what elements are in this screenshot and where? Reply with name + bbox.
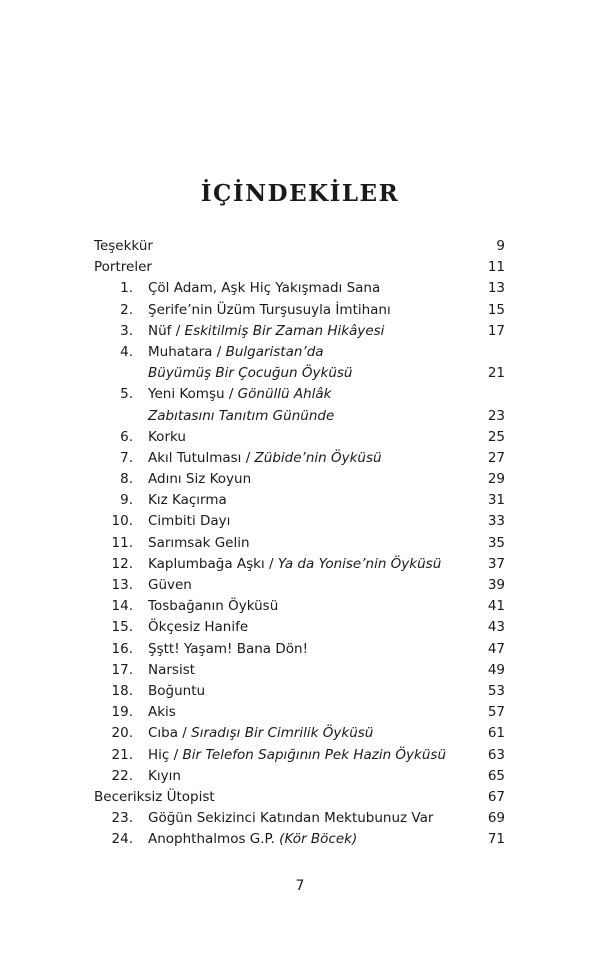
toc-entry-title-text: Adını Siz Koyun: [148, 471, 252, 488]
toc-entry: [0, 660, 600, 681]
toc-entry-page: 15: [487, 301, 505, 318]
toc-entry: [0, 808, 600, 829]
toc-entry-title: [148, 829, 357, 850]
toc-entry-page: 67: [487, 788, 505, 805]
toc-entry-title-text: Boğuntu: [148, 682, 206, 699]
toc-entry-title-text: Beceriksiz Ütopist: [94, 788, 215, 805]
toc-entry: [0, 554, 600, 575]
toc-entry-title-text: Akis: [148, 704, 176, 721]
toc-entry-title-text: Kaplumbağa Aşkı /: [148, 555, 278, 572]
toc-entry-number: 8.: [120, 471, 133, 488]
toc-entry-title: [148, 363, 352, 384]
toc-entry: [0, 766, 600, 787]
toc-entry-title: [148, 766, 181, 787]
toc-entry-title: [148, 681, 205, 702]
toc-entry-number: 12.: [111, 555, 133, 572]
toc-entry-page: 65: [487, 767, 505, 784]
toc-entry: [0, 321, 600, 342]
toc-entry-page: 21: [487, 365, 505, 382]
toc-entry-title: [148, 660, 195, 681]
toc-entry-number: 5.: [120, 386, 133, 403]
toc-entry-page: 17: [487, 322, 505, 339]
toc-entry-number: 14.: [111, 598, 133, 615]
toc-entry-subtitle: Bir Telefon Sapığının Pek Hazin Öyküsü: [182, 746, 447, 763]
toc-entry-title: [148, 278, 380, 299]
toc-entry-title: [148, 448, 382, 469]
toc-entry: [0, 490, 600, 511]
toc-entry-title-text: Yeni Komşu /: [148, 386, 238, 403]
toc-entry-title-text: Anophthalmos G.P.: [148, 831, 280, 848]
toc-entry-title: [148, 300, 391, 321]
toc-entry-title: [148, 490, 227, 511]
toc-entry-title-text: Akıl Tutulması /: [148, 449, 255, 466]
toc-entry-page: 47: [487, 640, 505, 657]
toc-entry: [0, 575, 600, 596]
toc-entry-number: 7.: [120, 449, 133, 466]
toc-entry-title-text: Cıba /: [148, 725, 192, 742]
toc-entry-title-text: Muhatara /: [148, 343, 226, 360]
toc-entry: [0, 342, 600, 363]
toc-entry-title: [148, 702, 176, 723]
toc-entry: [0, 384, 600, 405]
toc-entry: [0, 723, 600, 744]
toc-entry-subtitle: Gönüllü Ahlâk: [237, 386, 332, 403]
toc-entry-title: [148, 384, 332, 405]
toc-entry-number: 19.: [111, 704, 133, 721]
toc-entry-page: 23: [487, 407, 505, 424]
toc-entry-number: 2.: [120, 301, 133, 318]
toc-entry-page: 33: [487, 513, 505, 530]
toc-entry-page: 43: [487, 619, 505, 636]
toc-entry-page: 13: [487, 280, 505, 297]
toc-entry-page: 31: [487, 492, 505, 509]
toc-entry: [0, 617, 600, 638]
toc-entry-title: [94, 787, 215, 808]
toc-entry-number: 4.: [120, 343, 133, 360]
page-title: İÇİNDEKİLER: [200, 180, 400, 208]
toc-entry-title-text: Nüf /: [148, 322, 185, 339]
toc-entry-number: 17.: [111, 661, 133, 678]
toc-entry-subtitle: (Kör Böcek): [279, 831, 358, 848]
toc-entry: [0, 427, 600, 448]
toc-entry-page: 71: [487, 831, 505, 848]
toc-entry-title-text: Göğün Sekizinci Katından Mektubunuz Var: [148, 810, 434, 827]
table-of-contents: [0, 236, 600, 850]
toc-entry: [0, 469, 600, 490]
toc-entry-title-text: Kıyın: [148, 767, 181, 784]
toc-entry: [0, 533, 600, 554]
toc-entry-page: 41: [487, 598, 505, 615]
toc-entry: [0, 745, 600, 766]
toc-entry-number: 6.: [120, 428, 133, 445]
toc-entry-title: [148, 808, 433, 829]
toc-entry-page: 37: [487, 555, 505, 572]
toc-entry: [0, 363, 600, 384]
toc-entry: [0, 511, 600, 532]
toc-entry-title-text: Cimbiti Dayı: [148, 513, 231, 530]
toc-entry-title: [148, 511, 230, 532]
toc-entry: [0, 681, 600, 702]
toc-entry-number: 15.: [111, 619, 133, 636]
toc-entry-title-text: Ökçesiz Hanife: [148, 619, 249, 636]
toc-entry-subtitle: Zübide’nin Öyküsü: [254, 449, 382, 466]
toc-entry-number: 3.: [120, 322, 133, 339]
toc-entry-title: [148, 745, 446, 766]
toc-entry-title: [148, 342, 324, 363]
toc-entry-title-text: Teşekkür: [94, 238, 153, 254]
toc-entry: [0, 300, 600, 321]
toc-entry-subtitle: Bulgaristan’da: [225, 343, 324, 360]
toc-entry-number: 22.: [111, 767, 133, 784]
toc-entry-title: [148, 575, 192, 596]
toc-entry-page: 69: [487, 810, 505, 827]
toc-entry: [0, 406, 600, 427]
toc-entry-page: 29: [487, 471, 505, 488]
toc-entry-title: [148, 617, 248, 638]
toc-entry-title: [148, 596, 278, 617]
toc-entry-page: 49: [487, 661, 505, 678]
toc-entry-title-text: Tosbağanın Öyküsü: [148, 598, 279, 615]
toc-entry-title-text: Güven: [148, 577, 192, 593]
toc-entry: [0, 596, 600, 617]
toc-entry-number: 16.: [111, 640, 133, 657]
toc-entry-subtitle: Ya da Yonise’nin Öyküsü: [277, 555, 442, 572]
toc-entry-number: 10.: [111, 513, 133, 530]
toc-entry-title-text: Korku: [148, 428, 186, 445]
toc-entry-title-text: Kız Kaçırma: [148, 492, 227, 509]
toc-entry-page: 9: [496, 238, 505, 254]
toc-entry-number: 21.: [111, 746, 133, 763]
toc-entry: [0, 448, 600, 469]
toc-entry-title-text: Şştt! Yaşam! Bana Dön!: [148, 640, 308, 657]
toc-entry-title: [94, 236, 153, 257]
toc-entry-number: 20.: [111, 725, 133, 742]
toc-entry-number: 18.: [111, 682, 133, 699]
toc-entry-page: 61: [487, 725, 505, 742]
toc-entry: [0, 278, 600, 299]
toc-entry-title-text: Narsist: [148, 661, 196, 678]
toc-entry-title: [148, 533, 250, 554]
toc-entry-subtitle: Sıradışı Bir Cimrilik Öyküsü: [191, 725, 374, 742]
toc-entry-title-text: Çöl Adam, Aşk Hiç Yakışmadı Sana: [148, 280, 381, 297]
toc-entry-number: 23.: [111, 810, 133, 827]
toc-entry-title: [148, 469, 251, 490]
toc-entry-page: 53: [487, 682, 505, 699]
toc-entry-title: [148, 321, 384, 342]
toc-entry-page: 27: [487, 449, 505, 466]
toc-entry-title: [148, 406, 334, 427]
toc-entry-subtitle: Zabıtasını Tanıtım Gününde: [148, 407, 335, 424]
toc-section-entry: [0, 257, 600, 278]
toc-entry-title-text: Sarımsak Gelin: [148, 534, 250, 551]
toc-section-entry: [0, 236, 600, 257]
toc-entry-page: 63: [487, 746, 505, 763]
toc-entry-number: 11.: [111, 534, 133, 551]
toc-entry: [0, 702, 600, 723]
toc-entry: [0, 829, 600, 850]
toc-entry-title-text: Şerife’nin Üzüm Turşusuyla İmtihanı: [148, 301, 391, 318]
toc-section-entry: [0, 787, 600, 808]
toc-entry-subtitle: Eskitilmiş Bir Zaman Hikâyesi: [184, 322, 385, 339]
toc-entry-page: 35: [487, 534, 505, 551]
toc-entry-title-text: Hiç /: [148, 746, 183, 763]
toc-entry-title-text: Portreler: [94, 259, 152, 276]
toc-entry-number: 1.: [120, 280, 133, 297]
toc-entry-title: [148, 723, 373, 744]
toc-entry-page: 25: [487, 428, 505, 445]
page-number: 7: [295, 878, 305, 894]
toc-entry-number: 9.: [120, 492, 133, 509]
toc-entry-page: 57: [487, 704, 505, 721]
toc-entry-title: [148, 554, 441, 575]
toc-entry-number: 13.: [111, 577, 133, 593]
toc-entry: [0, 639, 600, 660]
toc-entry-page: 39: [487, 577, 505, 593]
toc-entry-title: [94, 257, 152, 278]
toc-entry-title: [148, 639, 308, 660]
toc-entry-page: 11: [487, 259, 505, 276]
toc-entry-title: [148, 427, 186, 448]
toc-entry-subtitle: Büyümüş Bir Çocuğun Öyküsü: [148, 365, 353, 382]
toc-entry-number: 24.: [111, 831, 133, 848]
